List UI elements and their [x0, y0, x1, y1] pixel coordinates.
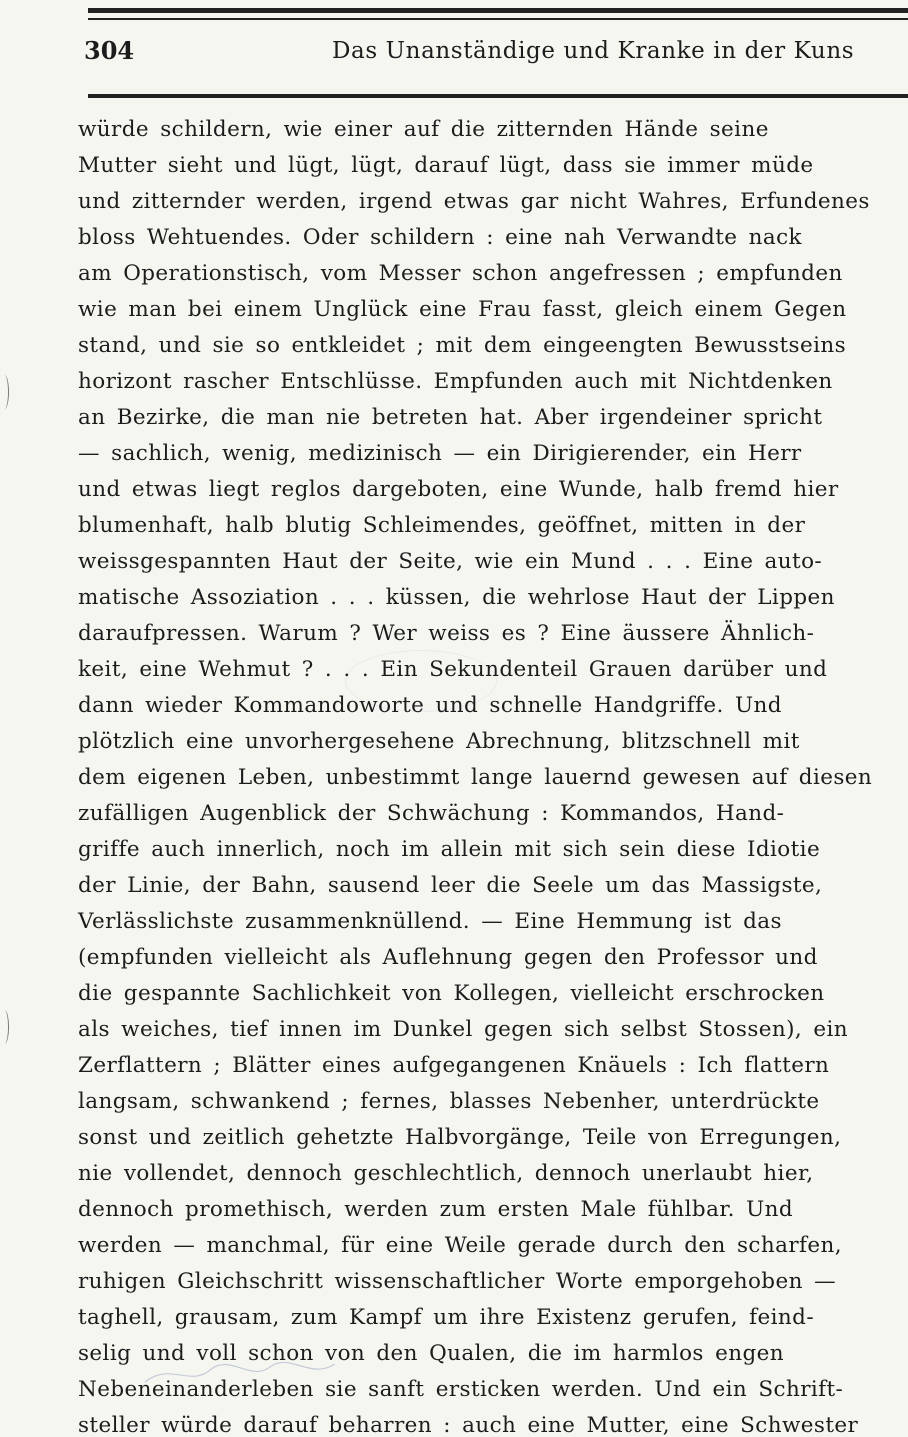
top-double-rule-thin	[88, 18, 908, 20]
text-line: — sachlich, wenig, medizinisch — ein Dirigierender, ein Herr	[78, 441, 802, 466]
text-line: stand, und sie so entkleidet ; mit dem eingeengten Bewusstseins	[78, 333, 847, 358]
text-line: wie man bei einem Unglück eine Frau fasst, gleich einem Gegen	[78, 297, 847, 322]
running-title: Das Unanständige und Kranke in der Kuns	[332, 38, 855, 64]
text-line: nie vollendet, dennoch geschlechtlich, dennoch unerlaubt hier,	[78, 1161, 814, 1186]
text-line: Verlässlichste zusammenknüllend. — Eine Hemmung ist das	[78, 909, 782, 934]
text-line: langsam, schwankend ; fernes, blasses Nebenher, unterdrückte	[78, 1089, 820, 1114]
text-line: Nebeneinanderleben sie sanft ersticken werden. Und ein Schrift-	[78, 1377, 844, 1402]
text-line: dennoch promethisch, werden zum ersten Male fühlbar. Und	[78, 1197, 794, 1222]
text-line: horizont rascher Entschlüsse. Empfunden auch mit Nichtdenken	[78, 369, 833, 394]
text-line: selig und voll schon von den Qualen, die im harmlos engen	[78, 1341, 784, 1366]
text-line: keit, eine Wehmut ? . . . Ein Sekundenteil Grauen darüber und	[78, 657, 828, 682]
text-line: als weiches, tief innen im Dunkel gegen sich selbst Stossen), ein	[78, 1017, 849, 1042]
text-line: dem eigenen Leben, unbestimmt lange lauernd gewesen auf diesen	[78, 765, 873, 790]
text-line: ruhigen Gleichschritt wissenschaftlicher Worte emporgehoben —	[78, 1269, 836, 1294]
text-line: weissgespannten Haut der Seite, wie ein Mund . . . Eine auto-	[78, 549, 823, 574]
text-line: und etwas liegt reglos dargeboten, eine Wunde, halb fremd hier	[78, 477, 839, 502]
text-line: plötzlich eine unvorhergesehene Abrechnung, blitzschnell mit	[78, 729, 800, 754]
text-line: griffe auch innerlich, noch im allein mit sich sein diese Idiotie	[78, 837, 821, 862]
text-line: Mutter sieht und lügt, lügt, darauf lügt, dass sie immer müde	[78, 153, 814, 178]
text-line: zufälligen Augenblick der Schwächung : Kommandos, Hand-	[78, 801, 785, 826]
text-line: blumenhaft, halb blutig Schleimendes, geöffnet, mitten in der	[78, 513, 806, 538]
text-line: dann wieder Kommandoworte und schnelle Handgriffe. Und	[78, 693, 782, 718]
text-line: werden — manchmal, für eine Weile gerade durch den scharfen,	[78, 1233, 842, 1258]
text-line: sonst und zeitlich gehetzte Halbvorgänge, Teile von Erregungen,	[78, 1125, 842, 1150]
text-line: taghell, grausam, zum Kampf um ihre Existenz gerufen, feind-	[78, 1305, 815, 1330]
margin-binding-mark	[0, 375, 9, 409]
text-line: steller würde darauf beharren : auch eine Mutter, eine Schwester	[78, 1413, 859, 1437]
text-line: bloss Wehtuendes. Oder schildern : eine nah Verwandte nack	[78, 225, 802, 250]
top-double-rule-thick	[88, 8, 908, 13]
header-rule	[88, 94, 908, 98]
text-line: der Linie, der Bahn, sausend leer die Seele um das Massigste,	[78, 873, 823, 898]
text-line: (empfunden vielleicht als Auflehnung gegen den Professor und	[78, 945, 818, 970]
text-line: an Bezirke, die man nie betreten hat. Aber irgendeiner spricht	[78, 405, 823, 430]
text-line: die gespannte Sachlichkeit von Kollegen, vielleicht erschrocken	[78, 981, 825, 1006]
page-number: 304	[84, 36, 135, 65]
margin-binding-mark	[0, 1010, 9, 1044]
body-text	[78, 112, 908, 1437]
text-line: daraufpressen. Warum ? Wer weiss es ? Eine äussere Ähnlich-	[78, 621, 815, 646]
text-line: matische Assoziation . . . küssen, die wehrlose Haut der Lippen	[78, 585, 835, 610]
text-line: würde schildern, wie einer auf die zitternden Hände seine	[78, 117, 769, 142]
text-line: Zerflattern ; Blätter eines aufgegangenen Knäuels : Ich flattern	[78, 1053, 830, 1078]
text-line: und zitternder werden, irgend etwas gar nicht Wahres, Erfundenes	[78, 189, 870, 214]
text-line: am Operationstisch, vom Messer schon angefressen ; empfunden	[78, 261, 843, 286]
